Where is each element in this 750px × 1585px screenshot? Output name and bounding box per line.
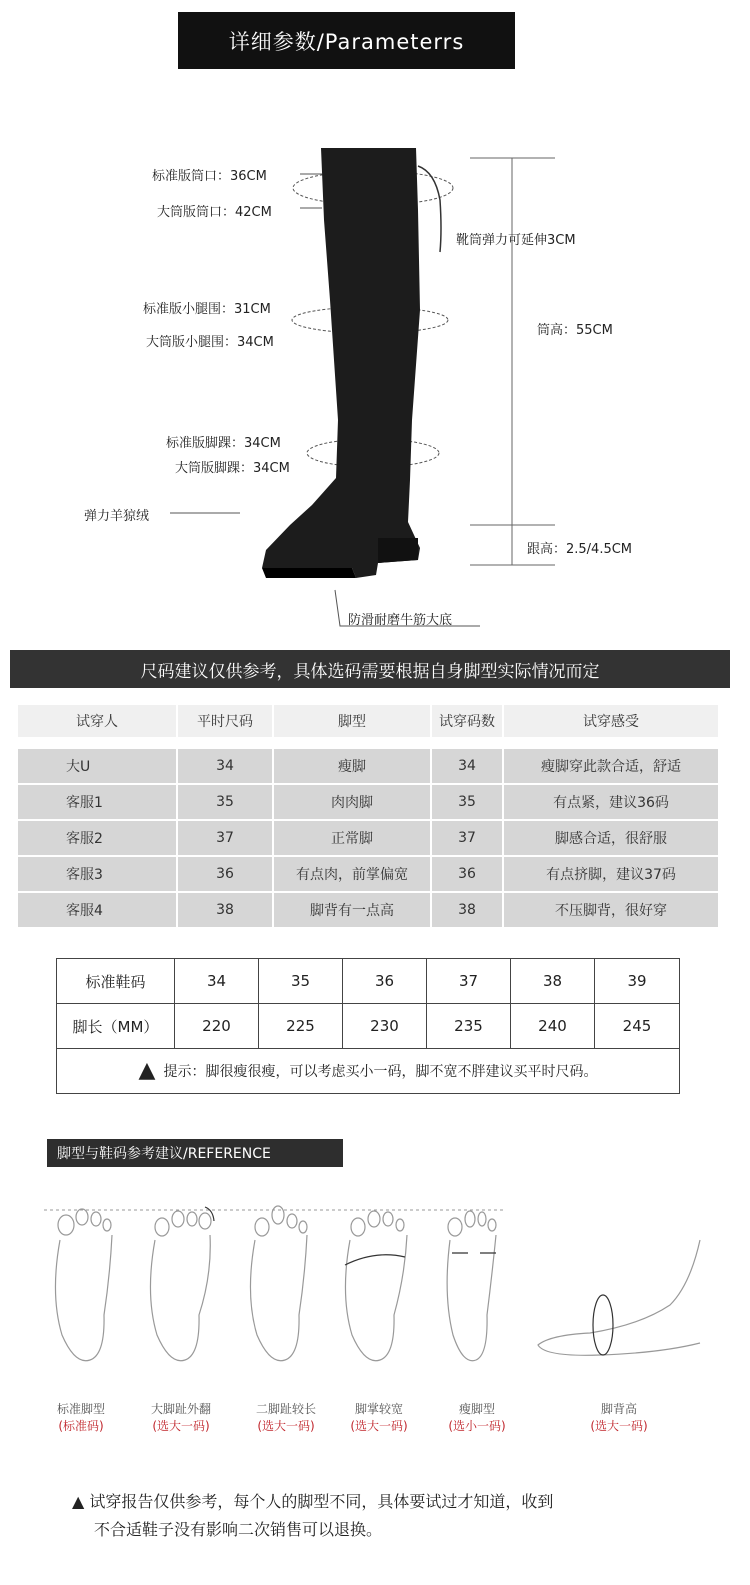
foot-high-instep-icon <box>538 1240 700 1355</box>
size-table <box>56 958 680 1094</box>
fit-table <box>18 705 718 929</box>
header-cell: 平时尺码 <box>178 705 274 737</box>
length-cell: 240 <box>511 1004 595 1048</box>
footer-note-line2: 不合适鞋子没有影响二次销售可以退换。 <box>94 1520 383 1539</box>
header-cell: 试穿人 <box>18 705 178 737</box>
table-cell: 客服2 <box>18 821 178 855</box>
warning-triangle-icon: ▲ <box>138 1058 156 1083</box>
length-row-label: 脚长（MM） <box>57 1004 175 1048</box>
size-row <box>57 959 679 1004</box>
size-cell: 37 <box>427 959 511 1003</box>
foot-name: 标准脚型 <box>56 1402 105 1416</box>
foot-item <box>126 1400 236 1434</box>
label-top-standard: 标准版筒口：36CM <box>152 169 267 184</box>
table-cell: 客服1 <box>18 785 178 819</box>
label-calf-standard: 标准版小腿围：31CM <box>143 302 271 317</box>
table-row <box>18 821 718 855</box>
boot-diagram <box>0 120 750 640</box>
foot-thin-icon <box>447 1211 496 1361</box>
size-cell: 39 <box>627 972 647 990</box>
length-cell: 220 <box>175 1004 259 1048</box>
table-cell: 肉肉脚 <box>274 785 432 819</box>
table-cell: 38 <box>432 893 504 927</box>
table-row <box>18 857 718 891</box>
foot-code: (选大一码) <box>257 1419 315 1433</box>
table-cell: 脚背有一点高 <box>274 893 432 927</box>
footer-note-line1 <box>72 1488 692 1516</box>
foot-name: 瘦脚型 <box>458 1402 495 1416</box>
foot-item <box>324 1400 434 1434</box>
foot-standard-icon <box>55 1209 112 1361</box>
table-cell: 35 <box>432 785 504 819</box>
table-cell: 瘦脚穿此款合适，舒适 <box>541 759 681 775</box>
foot-name: 二脚趾较长 <box>255 1402 316 1416</box>
foot-name: 脚掌较宽 <box>354 1402 403 1416</box>
size-tip <box>57 1049 679 1092</box>
foot-name: 大脚趾外翻 <box>150 1402 211 1416</box>
foot-code: (选大一码) <box>590 1419 648 1433</box>
warning-triangle-icon: ▲ <box>72 1492 90 1511</box>
table-cell: 瘦脚 <box>274 749 432 783</box>
label-shaft-height: 筒高：55CM <box>537 323 613 338</box>
foot-code: (选大一码) <box>152 1419 210 1433</box>
table-cell: 35 <box>178 785 274 819</box>
foot-item <box>422 1400 532 1434</box>
footer-note-text: 试穿报告仅供参考，每个人的脚型不同，具体要试过才知道，收到 <box>89 1492 554 1511</box>
foot-item <box>564 1400 674 1434</box>
length-cell: 245 <box>622 1017 652 1035</box>
header-cell: 脚型 <box>274 705 432 737</box>
label-ankle-wide: 大筒版脚踝：34CM <box>175 461 290 476</box>
table-row <box>18 893 718 927</box>
label-top-wide: 大筒版筒口：42CM <box>157 205 272 220</box>
table-cell: 客服3 <box>18 857 178 891</box>
foot-shapes <box>0 1195 750 1385</box>
table-cell: 正常脚 <box>274 821 432 855</box>
size-row-label: 标准鞋码 <box>57 959 175 1003</box>
reference-title: 脚型与鞋码参考建议/REFERENCE <box>47 1139 343 1167</box>
boot-silhouette <box>262 148 420 578</box>
table-cell: 有点挤脚，建议37码 <box>546 867 676 883</box>
table-cell: 34 <box>432 749 504 783</box>
table-cell: 脚感合适，很舒服 <box>555 831 667 847</box>
boot-heel <box>378 538 418 563</box>
foot-bunion-icon <box>150 1207 214 1361</box>
label-stretch: 靴筒弹力可延伸3CM <box>456 233 576 248</box>
page-title: 详细参数/Parameterrs <box>178 12 515 69</box>
table-cell: 37 <box>432 821 504 855</box>
header-cell: 试穿感受 <box>583 714 639 730</box>
length-row <box>57 1004 679 1049</box>
foot-code: (标准码) <box>58 1419 104 1433</box>
label-ankle-standard: 标准版脚踝：34CM <box>166 436 281 451</box>
foot-code: (选小一码) <box>448 1419 506 1433</box>
table-cell: 客服4 <box>18 893 178 927</box>
foot-item <box>26 1400 136 1434</box>
foot-long-second-toe-icon <box>250 1206 307 1361</box>
length-cell: 235 <box>427 1004 511 1048</box>
fit-table-header <box>18 705 718 737</box>
table-cell: 37 <box>178 821 274 855</box>
boot-lace <box>418 166 441 252</box>
label-material: 弹力羊猄绒 <box>84 509 150 524</box>
length-cell: 230 <box>343 1004 427 1048</box>
label-sole: 防滑耐磨牛筋大底 <box>348 613 453 628</box>
size-cell: 38 <box>511 959 595 1003</box>
table-cell: 有点紧，建议36码 <box>553 795 669 811</box>
table-cell: 34 <box>178 749 274 783</box>
table-row <box>18 749 718 783</box>
size-cell: 36 <box>343 959 427 1003</box>
fit-section-title: 尺码建议仅供参考，具体选码需要根据自身脚型实际情况而定 <box>10 650 730 688</box>
foot-code: (选大一码) <box>350 1419 408 1433</box>
table-row <box>18 785 718 819</box>
table-cell: 大U <box>18 749 178 783</box>
label-heel-height: 跟高：2.5/4.5CM <box>527 542 633 557</box>
foot-wide-icon <box>345 1211 407 1361</box>
size-cell: 35 <box>259 959 343 1003</box>
footer-note <box>72 1488 692 1544</box>
table-cell: 36 <box>432 857 504 891</box>
size-cell: 34 <box>175 959 259 1003</box>
table-cell: 有点肉，前掌偏宽 <box>274 857 432 891</box>
table-cell: 不压脚背，很好穿 <box>555 903 667 919</box>
table-cell: 38 <box>178 893 274 927</box>
foot-name: 脚背高 <box>600 1402 637 1416</box>
size-tip-text: 提示：脚很瘦很瘦，可以考虑买小一码，脚不宽不胖建议买平时尺码。 <box>163 1063 598 1080</box>
table-cell: 36 <box>178 857 274 891</box>
label-calf-wide: 大筒版小腿围：34CM <box>146 335 274 350</box>
boot-sole <box>262 568 356 578</box>
length-cell: 225 <box>259 1004 343 1048</box>
header-cell: 试穿码数 <box>432 705 504 737</box>
